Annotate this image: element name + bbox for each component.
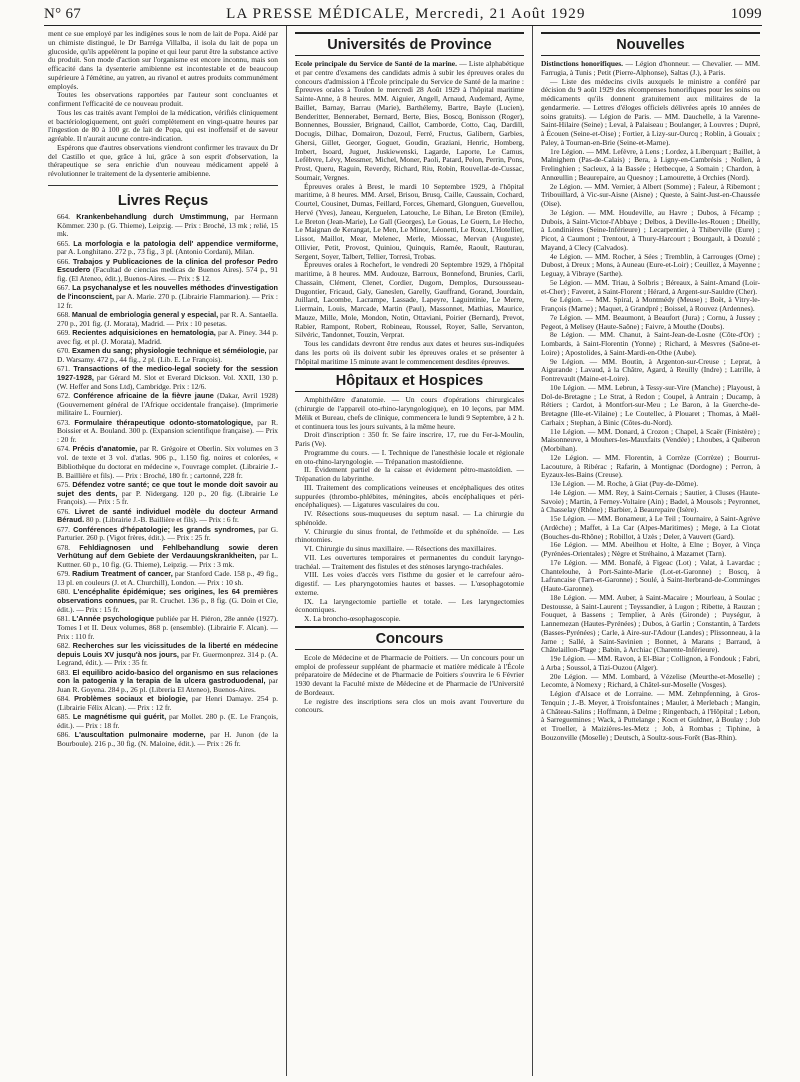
section-title-universites: Universités de Province (295, 32, 524, 56)
article-paragraph: IX. La laryngectomie partielle et totale. — Les laryngectomies économiques. (295, 596, 524, 615)
section-title-hopitaux: Hôpitaux et Hospices (295, 368, 524, 392)
article-paragraph: Tous les candidats devront être rendus aux dates et heures sus-indiquées dans les ports où ils doivent subir les épreuves orales et se présenter à l'hôpital maritime 15 minute avant le commencement desdites épreuves. (295, 339, 524, 366)
article-paragraph: Programme du cours. — I. Technique de l'anesthésie locale et régionale en oto-rhino-laryngologie. — Trépanation mastoïdienne. (295, 447, 524, 466)
article-paragraph: V. Chirurgie du sinus frontal, de l'ethmoïde et du sphénoïde. — Les rhinotomies. (295, 526, 524, 545)
article-paragraph: 17e Légion. — MM. Bonafé, à Figeac (Lot) ; Valat, à Lavardac ; Chantelouhe, à Port-Sainte-Marie (Lot-et-Garonne) ; Boscq, à Lafrancaise (Tarn-et-Garonne) ; Soulé, à Saint-Iterbrand-de-Comminges (Haute-Garonne). (541, 557, 760, 593)
article-paragraph: 8e Légion. — MM. Chanut, à Saint-Jean-de-Losne (Côte-d'Or) ; Lombards, à Saint-Florentin (Yonne) ; Richard, à Mesvres (Saône-et-Loire) ; Apostolides, à Saint-Mardi-en-Othe (Aube). (541, 330, 760, 357)
book-entry (48, 365, 278, 391)
univ-subtitle (295, 60, 524, 183)
book-details: par Juan R. Goyena. 284 p., 26 pl. (Libreria El Ateneo), Buenos-Aires. (57, 676, 278, 694)
page-header (44, 4, 762, 26)
article-paragraph: 9e Légion. — MM. Boutin, à Argenton-sur-Creuse ; Leprat, à Aigurande ; Lavaud, à la Châtre, Agard, à Reuilly (Indre) ; Latrille, à Fontrevault (Maine-et-Loire). (541, 356, 760, 383)
page-number: 1099 (730, 6, 762, 22)
book-entry (48, 240, 278, 258)
column-middle (287, 26, 533, 1076)
section-title-livres: Livres Reçus (117, 192, 209, 209)
book-details: 80 p. (Librairie J.-B. Baillière et fils). — Prix : 6 fr. (86, 515, 239, 525)
book-number: 670. (57, 346, 71, 355)
book-details: par A. Piney. 344 p. avec fig. et pl. (J. Morata), Madrid. (57, 328, 279, 346)
article-paragraph: Le registre des inscriptions sera clos un mois avant l'ouverture du concours. (295, 696, 524, 715)
book-number: 680. (57, 587, 71, 597)
article-paragraph: — Liste alphabétique et par centre d'examens des candidats admis à subir les épreuves orales du concours d'admission à l'École principale du Service de Santé de la marine : Épreuves orales à Toulon le mercredi 28 Août 1929 à l'hôpital maritime Sainte-Anne, à 8 heures. MM. Aiguier, Angell, Arnaud, Audemard, Ayme, Baillet, Barnay, Barrau (Marie), Barthélemy, Bartre, Bayle (Lucien), Benderitter, Bennerabet, Bernard, Berte, Bies, Boscq, Bonisson (Roger), Bonnennes, Boussier, Brignaud, Caillot, Camborde, Cotto, Caq, Dardill, Docugis, Dilhac, Domairon, Dozoul, Ferré, Fructus, Galibern, Garbies, Ghersi, Gillet, Georger, Goguet, Goudin, Graziani, Henric, Homberg, Imbert, Isoard, Juguet, Juskiewenski, Lagarde, Laporte, Le Camus, Lefèbvre, Lévy, Messmer, Michel, Moner, Paoli, Patard, Pelon, Perrin, Pons, Prost, Queru, Raguin, Reverdy, Richard, Riu, Robin, Rouvellat-de-Cussac, Soumair, Vergnes. (295, 59, 524, 182)
book-entry (48, 526, 278, 544)
book-number: 667. (57, 283, 71, 293)
book-number: 682. (57, 640, 71, 650)
book-title: La psychanalyse et les nouvelles méthodes d'investigation de l'inconscient, (57, 283, 278, 301)
article-paragraph: 14e Légion. — MM. Rey, à Saint-Cernais ; Sautier, à Cluses (Haute-Savoie) ; Martin, à Ferney-Voltaire (Ain) ; Badel, à Mousols ; Peyronnet, à Chasselay (Rhône) ; Barbier, à Beaurepaire (Isère). (541, 487, 760, 515)
book-number: 678. (57, 542, 71, 552)
book-title: La morfologia e la patologia dell' appendice vermiforme, (73, 238, 278, 248)
book-entry (48, 445, 278, 480)
article-paragraph: 2e Légion. — MM. Vernier, à Albert (Somme) ; Faleur, à Ribemont ; Tribouillard, à Vic-sur-Aisne (Aisne) ; Queste, à Saint-Just-en-Chaussée (Oise). (541, 181, 760, 208)
book-title: L'encéphalite épidémique; ses origines, les 64 premières observations connues, (57, 587, 278, 605)
book-title: Trabajos y Publicaciones de la clinica del profesor Pedro Escudero (57, 256, 279, 275)
article-paragraph: 15e Légion. — MM. Bonameur, à Le Teil ; Tournaire, à Saint-Agrève (Ardèche) ; Maffet, à La Car (Alpes-Maritimes) ; Mege, à La Ciotat (Bouches-du-Rhône) ; Robillot, à Uzès ; Deler, à Vauvert (Gard). (541, 514, 760, 541)
book-title: Krankenbehandlung durch Umstimmung, (76, 211, 229, 221)
book-details: par A. Longhitano. 272 p., 73 fig., 3 pl. (Antonio Cordani), Milan. (57, 247, 255, 257)
book-number: 683. (57, 667, 71, 677)
book-title: Radium Treatment of cancer, (72, 569, 173, 579)
article-paragraph: Épreuves orales à Rochefort, le vendredi 20 Septembre 1929, à l'hôpital maritime, à 8 heures. MM. Audouze, Barroux, Bonnefond, Brunies, Carli, Chassain, Clément, Clenet, Cordier, Dugorn, Demplos, Dursousseau-Dugontier, Fricaud, Galy, Ganeslen, Garelly, Gauffrand, Gorand, Jourdain, Juillard, Lacombe, Lacrampe, Lassade, Lapeyre, Laguintinie, Le Merre, Liermain, Louis, Marcade, Martin (Paul), Massonnet, Mathias, Maurice, Mauze, Mille, Mole, Mondon, Notin, Ottaviani, Poirier (Bernard), Prevot, Rabier, Rampont, Robert, Robineau, Roussel, Royer, Salle, Servanton, Silvéric, Tandonnet, Touzin, Verprat. (295, 260, 524, 340)
book-entry (48, 392, 278, 418)
book-details: par R. Cruchet. 136 p., 8 fig. (G. Doin et Cie, édit.). — Prix : 15 fr. (57, 596, 278, 614)
article-paragraph: 1re Légion. — MM. Lefèvre, à Lens ; Lordez, à Liberquart ; Baillet, à Malnighem (Pas-de-Calais) ; Bera, à Ligny-en-Cambrésis ; Nollen, à Frelinghien ; Sacleux, à la Bassée ; Hetbecque, à Somain ; Chardon, à Annœullin ; Beaurepaire, au Quesnoy ; Lamourette, à Orchies (Nord). (541, 146, 760, 182)
book-details: par Gérard M. Slot et Everard Dickson. Vol. XXII, 130 p. (W. Heffer and Sons Ltd), Cambridge. Prix : 12/6. (57, 372, 279, 391)
hopitaux-list (295, 396, 524, 624)
article-paragraph: III. Traitement des complications veineuses et encéphaliques des otites suppurées (thrombo-phlébites, méningites, abcès encéphaliques et péri-encéphaliques). — Ligatures vasculaires du cou. (295, 482, 524, 510)
book-entry (48, 213, 278, 239)
article-paragraph: Toutes les observations rapportées par l'auteur sont concluantes et confirment l'efficacité de ce nouveau produit. (48, 90, 278, 108)
book-number: 669. (57, 328, 71, 337)
book-entry (48, 713, 278, 731)
book-entry (48, 481, 278, 507)
article-paragraph: 12e Légion. — MM. Florentin, à Corrèze (Corrèze) ; Bourrut-Lacouture, à Ribérac ; Rafarin, à Montignac (Dordogne) ; Perron, à Eyzaux-les-Bains (Creuse). (541, 452, 760, 480)
book-details: par Fr. Guermonprez. 314 p. (A. Legrand, édit.). — Prix : 35 fr. (57, 649, 279, 668)
article-paragraph: 6e Légion. — MM. Spiral, à Montmédy (Meuse) ; Boët, à Vitry-le-François (Marne) ; Maquet, à Grandpré ; Boissel, à Rouvez (Ardennes). (541, 295, 760, 313)
book-title: Manual de embriologia general y especial, (71, 310, 219, 319)
book-entry (48, 258, 278, 284)
book-details: par R. Grégoire et Oberlin. Six volumes en 3 vol. de texte et 3 vol. d'atlas. 906 p., 1.150 fig. noires et colorées, « Bibliothèque du doctorat en médecine », l'ouvrage complet. (Librairie J.-B. Baillière et fils). — Prix : Broché, 180 fr. ; cartonné, 228 fr. (57, 444, 279, 480)
article-paragraph: Tous les cas traités avant l'emploi de la médication, vérifiés cliniquement et bactériologiquement, ont guéri complètement en vingt-quatre heures par l'ingestion de 80 à 100 gr. de lait de Popa, qui est inoffensif et de saveur agréable. Il n'aurait aucune contre-indication. (48, 107, 278, 143)
book-details: (Facultad de ciencias medicas de Buenos Aires). 574 p., 91 fig. (El Ateneo, édit.), Buenos-Aires. — Prix : $ 12. (57, 265, 278, 283)
book-title: Précis d'anatomie, (72, 444, 138, 454)
article-paragraph: II. Évidement partiel de la caisse et évidement pétro-mastoïdien. — Trépanation du labyrinthe. (295, 465, 524, 483)
book-title: El equilibro acido-basico del organismo en sus relaciones con la patogenia y la terapia de la ulcera gastroduodenal, (57, 667, 279, 686)
article-paragraph: 5e Légion. — MM. Triau, à Solbris ; Béreaux, à Saint-Amand (Loir-et-Cher) ; Faveret, à Saint-Florent ; Hérard, à Argent-sur-Sauldre (Cher). (541, 277, 760, 296)
issue-number: N° 67 (44, 6, 82, 22)
column-left (44, 26, 287, 1076)
book-details: publiée par H. Piéron, 28e année (1927). Tomes I et II. Deux volumes, 868 p. (ensemble). (Librairie F. Alcan). — Prix : 110 fr. (57, 614, 279, 641)
book-number: 686. (57, 730, 71, 740)
nouvelles-list (541, 78, 760, 743)
book-number: 681. (57, 614, 71, 623)
book-entry (48, 588, 278, 614)
section-divider (48, 185, 278, 186)
book-entry (48, 695, 278, 713)
book-number: 664. (57, 211, 71, 221)
article-paragraph: VIII. Les voies d'accès vers l'isthme du gosier et le carrefour aéro-digestif. — Les pharyngotomies hautes et basses. — L'œsophagotomie externe. (295, 570, 524, 597)
book-entry (48, 508, 278, 526)
article-paragraph: Ecole de Médecine et de Pharmacie de Poitiers. — Un concours pour un emploi de professeur suppléant de pharmacie et matière médicale à l'École préparatoire de Médecine et de Pharmacie de Poitiers s'ouvrira le 6 Février 1930 devant la Faculté mixte de Médecine et de Pharmacie de l'Université de Bordeaux. (295, 652, 524, 697)
book-number: 673. (57, 417, 71, 427)
book-title: Livret de santé individuel modèle du docteur Armand Béraud. (57, 506, 279, 525)
book-number: 675. (57, 479, 71, 489)
univ-subtitle-text: Ecole principale du Service de Santé de la marine. (295, 59, 457, 68)
book-title: L'Année psychologique (72, 614, 155, 623)
book-number: 668. (57, 310, 71, 319)
book-entry (48, 419, 278, 445)
book-details: par A. Marie. 270 p. (Librairie Flammarion). — Prix : 12 fr. (57, 292, 279, 310)
article-paragraph: 3e Légion. — MM. Houdeville, au Havre ; Dubos, à Fécamp ; Dubois, à Saint-Victor-l'Abbaye ; Delbos, à Deville-les-Rouen ; Dheilly, à Londinières (Seine-Inférieure) ; Lecarpentier, à Thiberville (Eure) ; Picot, à Caumont ; Trentout, à Thury-Harcourt ; Bourgault, à Dozulé ; Mayand, à Clecy (Calvados). (541, 207, 760, 252)
article-paragraph: 13e Légion. — M. Roche, à Giat (Puy-de-Dôme). (550, 479, 699, 488)
book-title: Recherches sur les vicissitudes de la liberté en médecine depuis Louis XV jusqu'à nos jours, (57, 640, 278, 659)
column-right (533, 26, 762, 1076)
book-details: par D. Warsamy. 472 p., 44 fig., 2 pl. (Lib. E. Le François). (57, 346, 279, 364)
book-entry (48, 311, 278, 329)
article-paragraph: VII. Les ouvertures temporaires et permanentes du conduit laryngo-trachéal. — Traitement des fistules et des sténoses laryngo-trachéales. (295, 552, 524, 571)
book-entry (48, 284, 278, 310)
article-paragraph: Légion d'Alsace et de Lorraine. — MM. Zehnpfenning, à Gros-Tenquin ; J.-B. Meyer, à Troisfontaines ; Mauler, à Merlebach ; Mangin, à Château-Salins ; Hoffmann, à Delme ; Ringenbach, à l'Hôpital ; Lebon, à Sarreguemines ; Wack, à Puttelange ; Kocn et Guldner, à Boulay ; Job et Troeller, à Maizières-les-Metz ; Job, à Rombas ; Tiphine, à Bouzonville (Moselle) ; Deutsch, à Soultz-sous-Forêt (Bas-Rhin). (541, 689, 760, 742)
book-title: Conférence africaine de la fièvre jaune (73, 390, 214, 400)
book-title: Formulaire thérapeutique odonto-stomatologique, (74, 417, 253, 427)
journal-title: LA PRESSE MÉDICALE, Mercredi, 21 Août 1929 (226, 6, 586, 22)
article-paragraph: X. La broncho-œsophagoscopie. (304, 614, 401, 623)
book-list (48, 213, 278, 749)
book-details: par R. A. Santaella. 270 p., 201 fig. (J. Morata), Madrid. — Prix : 10 pesetas. (57, 310, 278, 328)
article-paragraph: Droit d'inscription : 350 fr. Se faire inscrire, 17, rue du Fer-à-Moulin, Paris (Ve). (295, 430, 524, 448)
book-title: Transactions of the medico-legal society for the session 1927-1928, (57, 364, 278, 382)
article-paragraph: 7e Légion. — MM. Beaumont, à Beaufort (Jura) ; Cornu, à Jussey ; Pegeot, à Melisey (Haute-Saône) ; Faivre, à Mouthe (Doubs). (541, 312, 760, 331)
article-paragraph: Épreuves orales à Brest, le mardi 10 Septembre 1929, à l'hôpital maritime, à 8 heures. MM. Arsel, Brisou, Brusq, Caille, Caussain, Cochard, Courtel, Cousinet, Dumas, Feillard, Forces, Ghemard, Glonguen, Guevellou, Hervé (Yves), Janeau, Kerguelen, Latouche, Le Bihan, Le Breton (Emile), Le Breton (Jean-Marie), Le Gall (Georges), Le Gouas, Le Guern, Le Hecho, Le Maignan de Kerangat, Le Men, Le Minor, Léonetti, Le Roux, L'Hotellier, Lissot, Maillot, Mear, Melenec, Merle, Miossac, Mervan (Auguste), Ollivier, Petit, Provost, Quiniou, Quinquis, Ramée, Raoult, Rauturau, Sergent, Soyer, Talbert, Tellier, Torresi, Trobas. (295, 181, 524, 261)
book-details: par Mollet. 280 p. (E. Le François, édit.). — Prix : 18 fr. (57, 712, 279, 730)
book-details: par Stanford Cade. 158 p., 49 fig., 13 pl. en couleurs (J. et A. Churchill), London. — Prix : 10 sh. (57, 569, 279, 587)
article-paragraph: 19e Légion. — MM. Ravon, à El-Biar ; Collignon, à Fondouk ; Fabri, à Arba ; Soussol, à Tizi-Ouzou (Alger). (541, 654, 760, 672)
book-entry (48, 642, 278, 668)
book-title: Conférences d'hépatologie; les grands syndromes, (73, 524, 256, 534)
book-entry (48, 731, 278, 749)
article-paragraph: 20e Légion. — MM. Lombard, à Vézelise (Meurthe-et-Moselle) ; Lecomte, à Nomexy ; Richard, à Châtel-sur-Moselle (Vosges). (541, 671, 760, 690)
article-paragraph: IV. Résections sous-muqueuses du septum nasal. — La chirurgie du sphénoïde. (295, 509, 524, 527)
book-details: par P. Nidergang. 120 p., 20 fig. (Librairie Le François). — Prix : 5 fr. (57, 488, 278, 507)
book-title: Le magnétisme qui guérit, (72, 712, 167, 722)
book-details: par G. Parturier. 260 p. (Vigot frères, édit.). — Prix : 25 fr. (57, 524, 279, 543)
section-title-concours: Concours (295, 626, 524, 650)
section-title-nouvelles: Nouvelles (541, 32, 760, 56)
book-entry (48, 544, 278, 570)
book-title: Fehldiagnosen und Fehlbehandlung sowie deren Verhütung auf dem Gebiete der Verdauungskrankheiten, (57, 542, 279, 561)
columns (44, 26, 762, 1076)
book-title: Défendez votre santé; ce que tout le monde doit savoir au sujet des dents, (57, 479, 278, 498)
article-paragraph: Amphithéâtre d'anatomie. — Un cours d'opérations chirurgicales (chirurgie de l'appareil oto-rhino-laryngologique), en 10 leçons, par MM. Mélik et Bureau, chefs de clinique, commencera le lundi 9 Septembre, à 2 h. et continuera tous les jours suivants, à la même heure. (295, 395, 524, 431)
book-entry (48, 347, 278, 365)
book-title: L'auscultation pulmonaire moderne, (74, 730, 206, 740)
article-paragraph: 16e Légion. — MM. Abeilhou et Holte, à Elne ; Boyer, à Vinça (Pyrénées-Orientales) ; Nègre et Stréhaino, à Mazamet (Tarn). (541, 540, 760, 558)
article-paragraph: 11e Légion. — MM. Donard, à Crozon ; Chapel, à Scaër (Finistère) ; Maisonneuve, à Mouhers-les-Mauxfaits (Vendée) ; Lhoubes, à Quiberon (Morbihan). (541, 426, 760, 453)
book-entry (48, 570, 278, 588)
book-number: 666. (57, 256, 71, 266)
book-title: Examen du sang; physiologie technique et séméiologie, (71, 346, 267, 355)
article-paragraph: 18e Légion. — MM. Auber, à Saint-Macaire ; Mourleau, à Soulac ; Destousse, à Saint-Laurent ; Teyssandier, à Lugon ; Ribette, à Rauzan ; Fouquet, à Bassens ; Templier, à Arès (Gironde) ; Puységur, à Lannemezan (Hautes-Pyrénées) ; Dubos, à Garlin ; Constantin, à Tardets (Basses-Pyrénées) ; Carle, à Aire-sur-l'Adour (Landes) ; Plissonneau, à la Jarne ; Sallé, à Saint-Savinien ; Bonnet, à Marans ; Barraud, à Châtelaillon-Plage ; Babin, à Archiac (Charente-Inférieure). (541, 592, 760, 655)
article-paragraph: 10e Légion. — MM. Lebrun, à Tessy-sur-Vire (Manche) ; Playoust, à Dol-de-Bretagne ; Le Strat, à Redon ; Coupel, à Antrain ; Ducamp, à Rétiers ; Cardot, à Montfort-sur-Meu ; Le Baron, à la Guerche-de-Bretagne (Ille-et-Vilaine) ; Le Coutellec, à Plouaret ; Thomas, à Maël-Carhaix ; Stephan, à Binic (Côtes-du-Nord). (541, 382, 760, 427)
article-paragraph: 4e Légion. — MM. Rocher, à Sées ; Tremblin, à Carrouges (Orne) ; Dubost, à Dreux ; Mons, à Auneau (Eure-et-Loir) ; Ceuillez, à Mayenne ; Leguay, à Vibraye (Sarthe). (541, 251, 760, 278)
article-paragraph: — Liste des médecins civils auxquels le ministre a conféré par décision du 9 août 1929 des récompenses honorifiques pour les soins ou médicaments qu'ils donnent gratuitement aux militaires de la gendarmerie. — Lettres d'éloges officiels délivrées après 10 années de soins gratuits). — Légion de Paris. — MM. Dauchelle, à la Varenne-Saint-Hilaire (Seine) ; Leval, à Palaiseau ; Boulanger, à Louvres ; Dupré, à Écouen (Seine-et-Oise) ; Fortier, à Lizy-sur-Ourcq ; Roblin, à Gouaix ; Paley, à Tournan-en-Brie (Seine-et-Marne). (541, 76, 760, 147)
article-paragraph: VI. Chirurgie du sinus maxillaire. — Résections des maxillaires. (304, 544, 497, 553)
book-number: 684. (57, 694, 71, 704)
book-number: 676. (57, 506, 71, 516)
book-number: 672. (57, 390, 71, 400)
book-number: 685. (57, 712, 71, 722)
book-entry (48, 615, 278, 641)
book-details: par L. Kuttner. 60 p., 10 fig. (G. Thieme), Leipzig. — Prix : 3 mk. (57, 551, 278, 569)
book-title: Problèmes sociaux et biologie, (74, 694, 188, 704)
book-details: par Henri Damaye. 254 p. (Librairie Félix Alcan). — Prix : 12 fr. (57, 694, 278, 712)
book-number: 665. (57, 238, 71, 248)
nouvelles-subtitle: Distinctions honorifiques. (541, 59, 624, 68)
book-number: 674. (57, 444, 71, 454)
book-title: Recientes adquisiciones en hematologia, (72, 328, 216, 337)
book-details: par Hermann Kömmer. 230 p. (G. Thieme), Leipzig. — Prix : Broché, 13 mk ; relié, 15 mk. (57, 211, 278, 239)
book-details: par H. Junon (de la Bourboule). 216 p., 30 fig. (N. Maloine, édit.). — Prix : 26 fr. (57, 730, 278, 748)
article-paragraph: Espérons que d'autres observations viendront confirmer les travaux du Dr del Castillo et que, grâce à lui, grâce à son esprit d'observation, la thérapeutique se sera enrichie d'un nouveau médicament appelé à révolutionner le traitement de la dysenterie amibienne. (48, 142, 278, 178)
book-number: 679. (57, 569, 71, 579)
book-details: par R. Boissier et A. Bouland. 300 p. (Expansion scientifique française). — Prix : 20 fr. (57, 417, 278, 444)
article-paragraph: — Légion d'honneur. — Chevalier. — MM. Farrugia, à Tunis ; Petit (Pierre-Alphonse), Saltas (J.), à Paris. (541, 59, 760, 77)
article-paragraph: ment ce sue employé par les indigènes sous le nom de lait de Popa. Aidé par un chimiste distingué, le Dr Barréga Villalba, il isola du lait de popa un glucoside, qu'ils appelèrent la popine et qui leur parut être la substance active du produit. Son mode d'action sur l'organisme est encore inconnu, mais son efficacité dans la dysenterie amibienne est incontestable et de beaucoup supérieure à l'émétine, au yatren, au rivanol et autres produits communément employés. (48, 29, 278, 91)
book-entry (48, 669, 278, 695)
book-entry (48, 329, 278, 347)
book-details: (Dakar, Avril 1928) (Gouvernement général de l'Afrique occidentale française). (Imprimerie militaire L. Fournier). (57, 390, 279, 418)
book-number: 671. (57, 364, 71, 373)
nouvelles-intro (541, 60, 760, 78)
book-number: 677. (57, 524, 71, 534)
